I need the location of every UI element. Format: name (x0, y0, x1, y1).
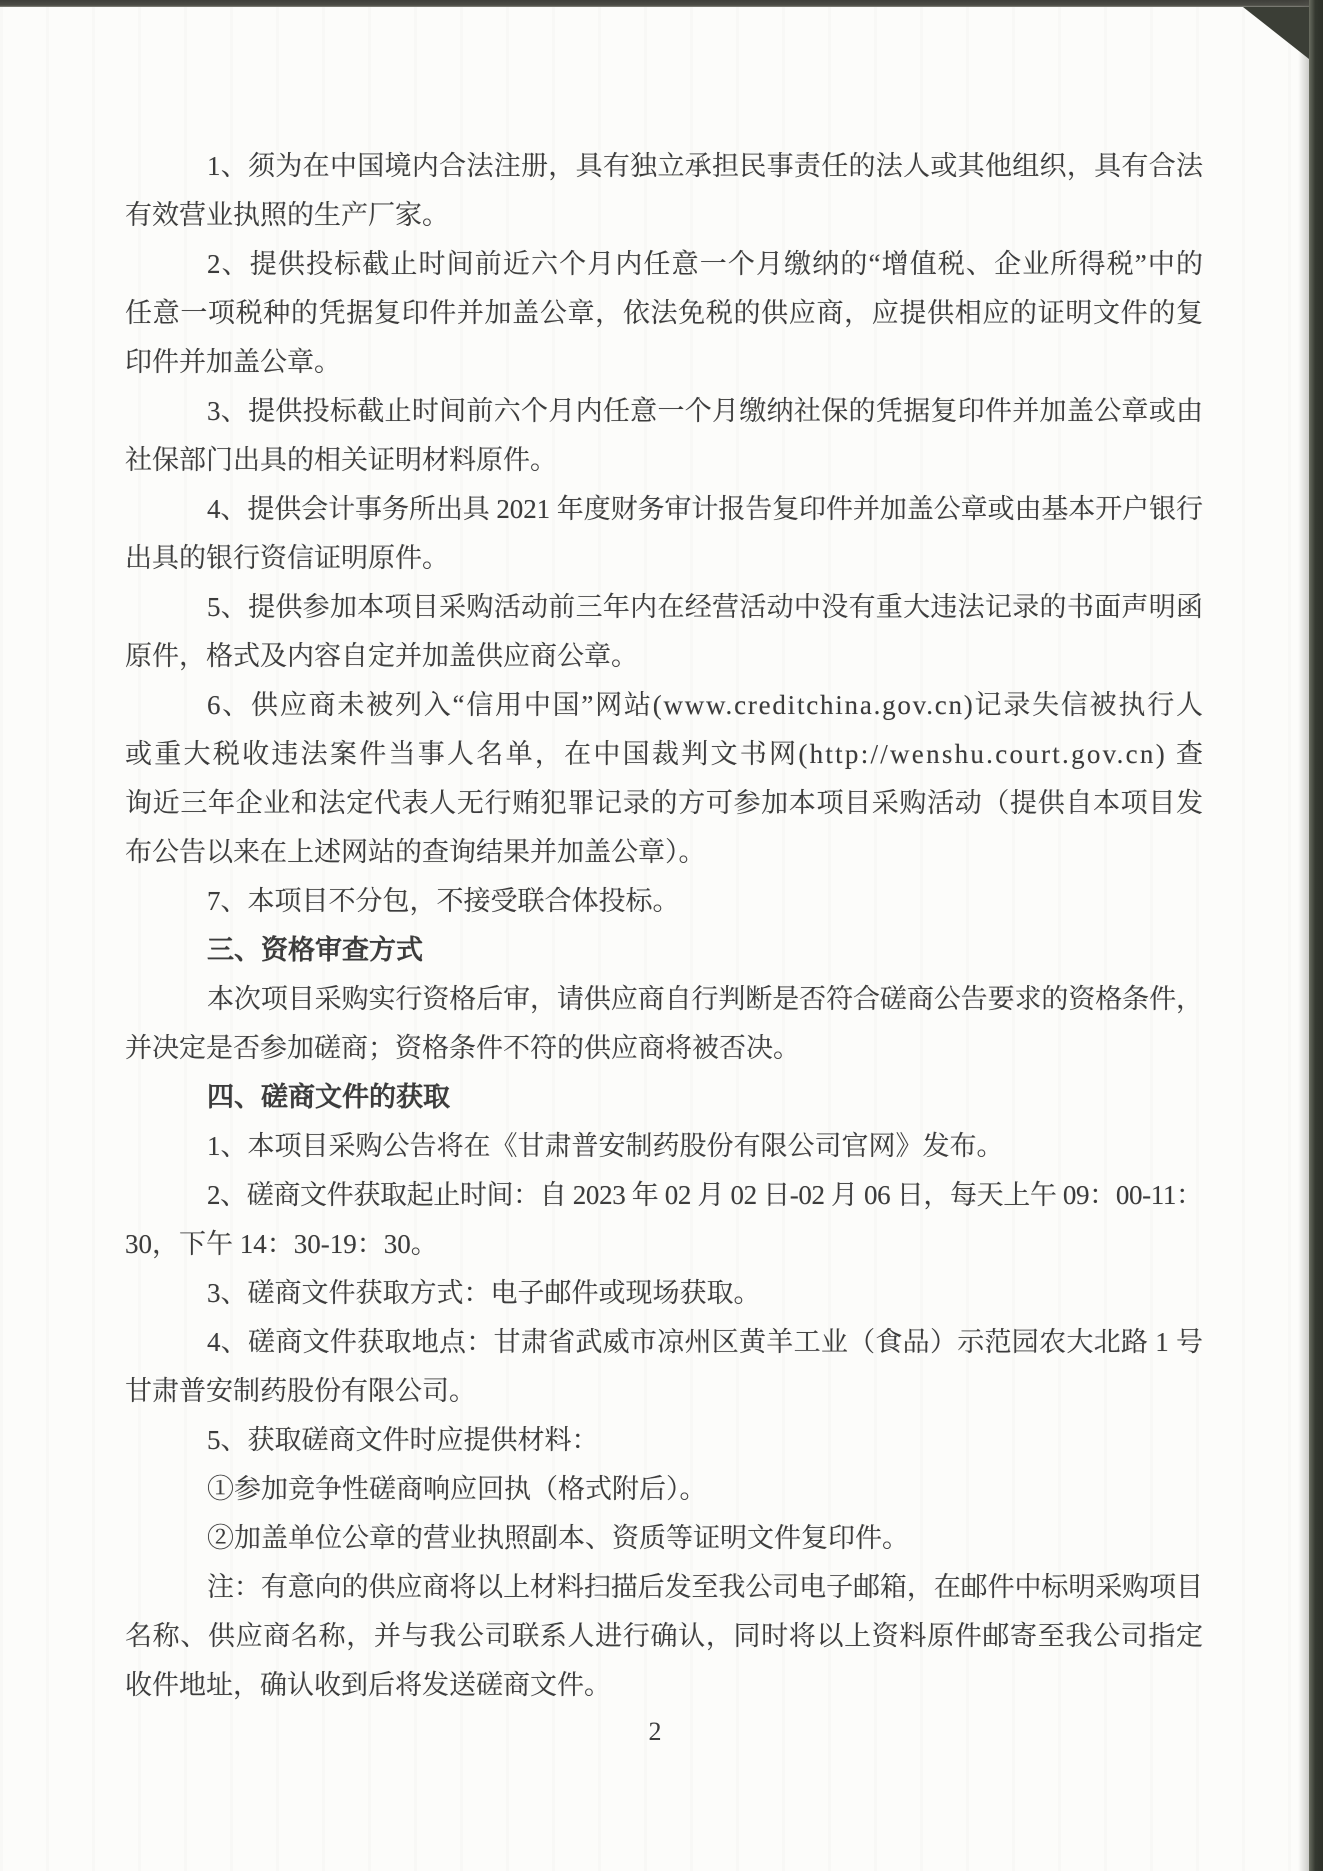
qualification-item-6-line-1: 6、供应商未被列入“信用中国”网站(www.creditchina.gov.cn)记录失信被执行人 (207, 690, 1205, 720)
obtain-item-3-line-1: 3、磋商文件获取方式：电子邮件或现场获取。 (207, 1278, 761, 1308)
qualification-item-4-line-2: 出具的银行资信证明原件。 (125, 543, 449, 573)
section-3-body-line-2: 并决定是否参加磋商；资格条件不符的供应商将被否决。 (125, 1033, 800, 1063)
qualification-item-5-line-2: 原件，格式及内容自定并加盖供应商公章。 (125, 641, 638, 671)
qualification-item-2-line-2: 任意一项税种的凭据复印件并加盖公章，依法免税的供应商，应提供相应的证明文件的复 (125, 298, 1204, 328)
section-4-heading-line-1: 四、磋商文件的获取 (207, 1082, 450, 1112)
qualification-item-6-line-4: 布公告以来在上述网站的查询结果并加盖公章）。 (125, 837, 706, 867)
qualification-item-4-line-1: 4、提供会计事务所出具 2021 年度财务审计报告复印件并加盖公章或由基本开户银行 (207, 494, 1203, 524)
obtain-item-5-line-1: 5、获取磋商文件时应提供材料： (207, 1425, 599, 1455)
note-paragraph-line-3: 收件地址，确认收到后将发送磋商文件。 (125, 1670, 611, 1700)
qualification-item-3-line-1: 3、提供投标截止时间前六个月内任意一个月缴纳社保的凭据复印件并加盖公章或由 (207, 396, 1204, 426)
qualification-item-1-line-2: 有效营业执照的生产厂家。 (125, 200, 449, 230)
page-number: 2 (648, 1717, 662, 1746)
obtain-item-2-line-2: 30，下午 14：30-19：30。 (125, 1229, 438, 1259)
obtain-item-2-line-1: 2、磋商文件获取起止时间：自 2023 年 02 月 02 日-02 月 06 日，每天上午 09：00-11： (207, 1180, 1203, 1210)
scan-edge-right (1309, 0, 1323, 1871)
qualification-item-5-line-1: 5、提供参加本项目采购活动前三年内在经营活动中没有重大违法记录的书面声明函 (207, 592, 1204, 622)
section-3-body-line-1: 本次项目采购实行资格后审，请供应商自行判断是否符合磋商公告要求的资格条件， (207, 984, 1203, 1014)
qualification-item-6-line-3: 询近三年企业和法定代表人无行贿犯罪记录的方可参加本项目采购活动（提供自本项目发 (125, 788, 1204, 818)
page-edge-shadow (1298, 0, 1309, 1871)
qualification-item-2-line-1: 2、提供投标截止时间前近六个月内任意一个月缴纳的“增值税、企业所得税”中的 (207, 249, 1205, 279)
section-3-heading-line-1: 三、资格审查方式 (207, 935, 423, 965)
qualification-item-3-line-2: 社保部门出具的相关证明材料原件。 (125, 445, 557, 475)
document-body (125, 142, 1206, 1710)
qualification-item-7-line-1: 7、本项目不分包，不接受联合体投标。 (207, 886, 680, 916)
material-circled-1-line-1: ①参加竞争性磋商响应回执（格式附后）。 (207, 1474, 707, 1504)
page-corner-fold (1243, 7, 1309, 59)
obtain-item-1-line-1: 1、本项目采购公告将在《甘肃普安制药股份有限公司官网》发布。 (207, 1131, 1004, 1161)
qualification-item-2-line-3: 印件并加盖公章。 (125, 347, 341, 377)
note-paragraph-line-1: 注：有意向的供应商将以上材料扫描后发至我公司电子邮箱，在邮件中标明采购项目 (207, 1572, 1203, 1602)
material-circled-2-line-1: ②加盖单位公章的营业执照副本、资质等证明文件复印件。 (207, 1523, 909, 1553)
scan-edge-top (0, 0, 1323, 7)
note-paragraph-line-2: 名称、供应商名称，并与我公司联系人进行确认，同时将以上资料原件邮寄至我公司指定 (125, 1621, 1204, 1651)
obtain-item-4-line-2: 甘肃普安制药股份有限公司。 (125, 1376, 476, 1406)
qualification-item-6-line-2: 或重大税收违法案件当事人名单，在中国裁判文书网(http://wenshu.court.gov.cn) 查 (125, 739, 1206, 769)
obtain-item-4-line-1: 4、磋商文件获取地点：甘肃省武威市凉州区黄羊工业（食品）示范园农大北路 1 号 (207, 1327, 1204, 1357)
qualification-item-1-line-1: 1、须为在中国境内合法注册，具有独立承担民事责任的法人或其他组织，具有合法 (207, 151, 1204, 181)
